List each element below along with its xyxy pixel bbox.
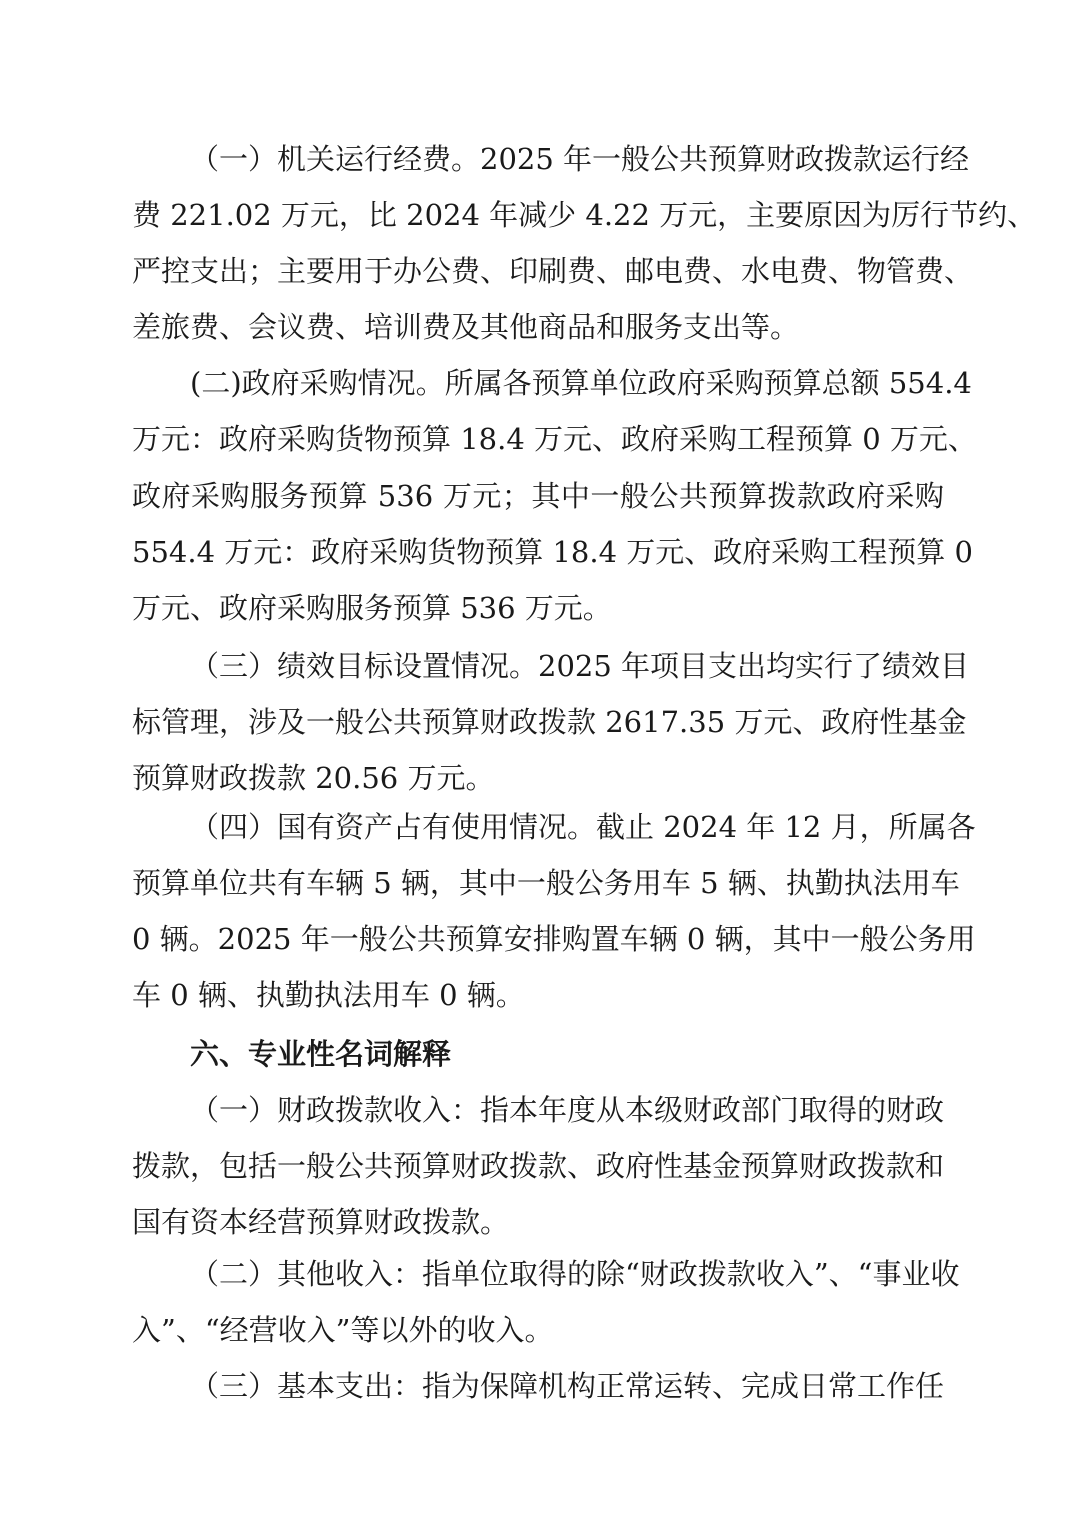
- para-fiscal-income-line-1: （一）财政拨款收入：指本年度从本级财政部门取得的财政: [190, 1093, 945, 1127]
- para-assets-line-1: （四）国有资产占有使用情况。截止 2024 年 12 月，所属各: [190, 810, 976, 844]
- para-assets-line-2: 预算单位共有车辆 5 辆，其中一般公务用车 5 辆、执勤执法用车: [132, 866, 960, 900]
- para-performance-line-3: 预算财政拨款 20.56 万元。: [132, 761, 495, 795]
- para-performance-line-1: （三）绩效目标设置情况。2025 年项目支出均实行了绩效目: [190, 649, 970, 683]
- para-operating-funds-line-4: 差旅费、会议费、培训费及其他商品和服务支出等。: [132, 310, 800, 344]
- para-fiscal-income-line-3: 国有资本经营预算财政拨款。: [132, 1205, 510, 1239]
- section-heading-terms: 六、专业性名词解释: [190, 1037, 452, 1071]
- para-operating-funds-line-1: （一）机关运行经费。2025 年一般公共预算财政拨款运行经: [190, 142, 970, 176]
- para-procurement-line-4: 554.4 万元：政府采购货物预算 18.4 万元、政府采购工程预算 0: [132, 535, 973, 569]
- para-other-income-line-1: （二）其他收入：指单位取得的除“财政拨款收入”、“事业收: [190, 1257, 960, 1291]
- para-fiscal-income-line-2: 拨款，包括一般公共预算财政拨款、政府性基金预算财政拨款和: [132, 1149, 945, 1183]
- para-operating-funds-line-3: 严控支出；主要用于办公费、印刷费、邮电费、水电费、物管费、: [132, 254, 974, 288]
- para-other-income-line-2: 入”、“经营收入”等以外的收入。: [132, 1313, 554, 1347]
- para-assets-line-4: 车 0 辆、执勤执法用车 0 辆。: [132, 978, 525, 1012]
- para-procurement-line-3: 政府采购服务预算 536 万元；其中一般公共预算拨款政府采购: [132, 479, 944, 513]
- para-performance-line-2: 标管理，涉及一般公共预算财政拨款 2617.35 万元、政府性基金: [132, 705, 967, 739]
- para-basic-expenditure-line-1: （三）基本支出：指为保障机构正常运转、完成日常工作任: [190, 1369, 945, 1403]
- para-procurement-line-5: 万元、政府采购服务预算 536 万元。: [132, 591, 612, 625]
- para-procurement-line-2: 万元：政府采购货物预算 18.4 万元、政府采购工程预算 0 万元、: [132, 422, 977, 456]
- para-procurement-line-1: (二)政府采购情况。所属各预算单位政府采购预算总额 554.4: [190, 366, 972, 400]
- para-assets-line-3: 0 辆。2025 年一般公共预算安排购置车辆 0 辆，其中一般公务用: [132, 922, 976, 956]
- para-operating-funds-line-2: 费 221.02 万元，比 2024 年减少 4.22 万元，主要原因为厉行节约、: [132, 198, 1037, 232]
